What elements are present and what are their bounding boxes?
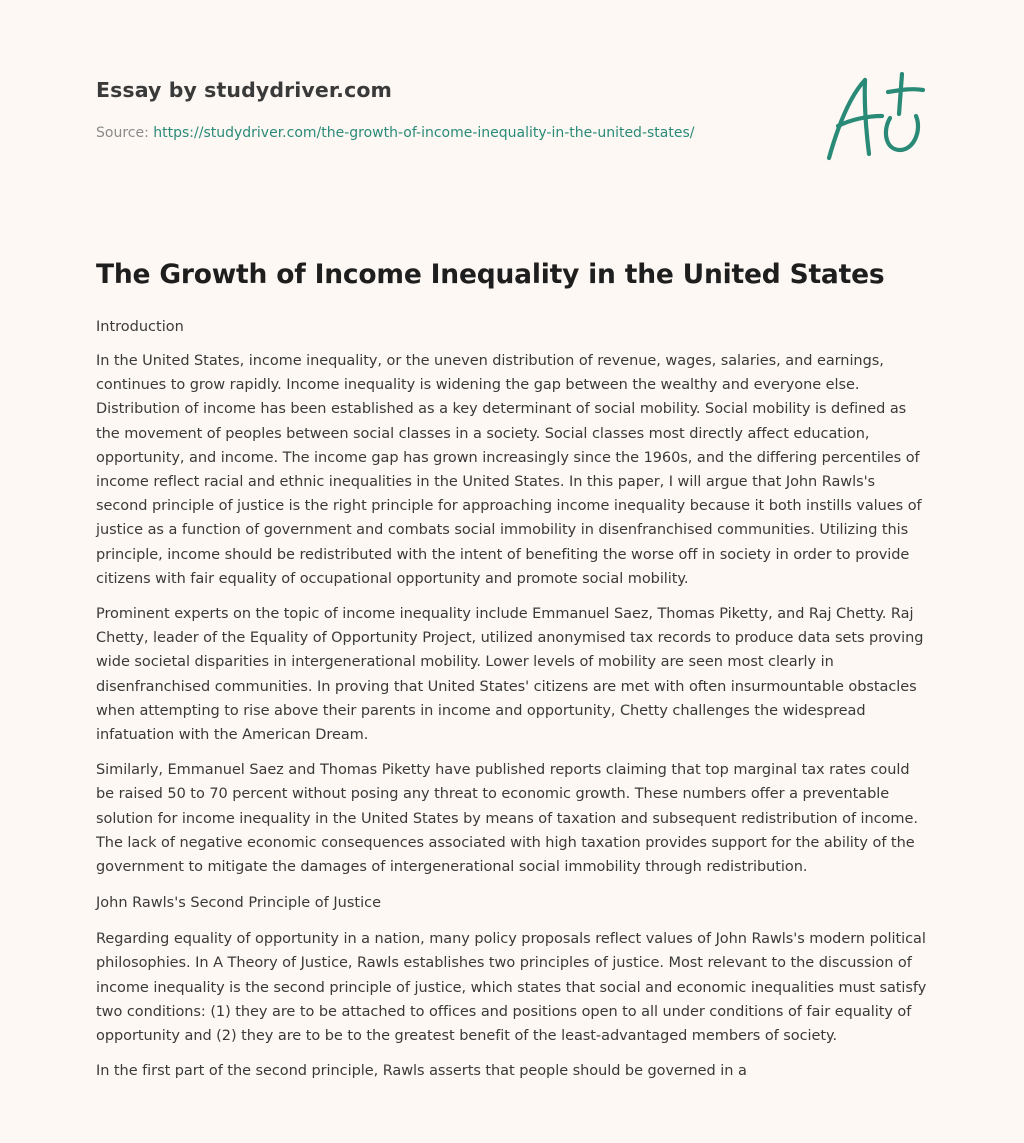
paragraph-3: Similarly, Emmanuel Saez and Thomas Piketty have published reports claiming that top marginal tax rates could be raised 50 to 70 percent without posing any threat to economic growth. These numbers offer a preventable solution for income inequality in the United States by means of taxation and subsequent redistribution of income. The lack of negative economic consequences associated with high taxation provides support for the ability of the government to mitigate the damages of intergenerational social immobility through redistribution. <box>96 762 918 876</box>
page-header <box>96 76 776 143</box>
paragraph-1: In the United States, income inequality, or the uneven distribution of revenue, wages, salaries, and earnings, continues to grow rapidly. Income inequality is widening the gap between the wealthy and everyone else. Distribution of income has been established as a key determinant of social mobility. Social mobility is defined as the movement of peoples between social classes in a society. Social classes most directly affect education, opportunity, and income. The income gap has grown increasingly since the 1960s, and the differing percentiles of income reflect racial and ethnic inequalities in the United States. In this paper, I will argue that John Rawls's second principle of justice is the right principle for approaching income inequality because it both instills values of justice as a function of government and combats social immobility in disenfranchised communities. Utilizing this principle, income should be redistributed with the intent of benefiting the worse off in society in order to provide citizens with fair equality of occupational opportunity and promote social mobility. <box>96 353 922 587</box>
paragraph-2: Prominent experts on the topic of income inequality include Emmanuel Saez, Thomas Piketty, and Raj Chetty. Raj Chetty, leader of the Equality of Opportunity Project, utilized anonymised tax records to produce data sets proving wide societal disparities in intergenerational mobility. Lower levels of mobility are seen most clearly in disenfranchised communities. In proving that United States' citizens are met with often insurmountable obstacles when attempting to rise above their parents in income and opportunity, Chetty challenges the widespread infatuation with the American Dream. <box>96 606 924 744</box>
paragraph-4: Regarding equality of opportunity in a nation, many policy proposals reflect values of John Rawls's modern political philosophies. In A Theory of Justice, Rawls establishes two principles of justice. Most relevant to the discussion of income inequality is the second principle of justice, which states that social and economic inequalities must satisfy two conditions: (1) they are to be attached to offices and positions open to all under conditions of fair equality of opportunity and (2) they are to be to the greatest benefit of the least-advantaged members of society. <box>96 931 927 1045</box>
a-plus-logo-icon <box>820 66 930 166</box>
paragraph-5: In the first part of the second principle, Rawls asserts that people should be governed in a <box>96 1063 747 1080</box>
source-line <box>96 123 776 143</box>
intro-heading: Introduction <box>96 319 184 335</box>
rawls-heading: John Rawls's Second Principle of Justice <box>96 895 381 912</box>
site-title: Essay by studydriver.com <box>96 78 392 102</box>
source-label: Source: <box>96 125 149 141</box>
article <box>96 256 930 1083</box>
source-link[interactable]: https://studydriver.com/the-growth-of-income-inequality-in-the-united-states/ <box>153 125 695 141</box>
article-title: The Growth of Income Inequality in the United States <box>96 259 885 290</box>
